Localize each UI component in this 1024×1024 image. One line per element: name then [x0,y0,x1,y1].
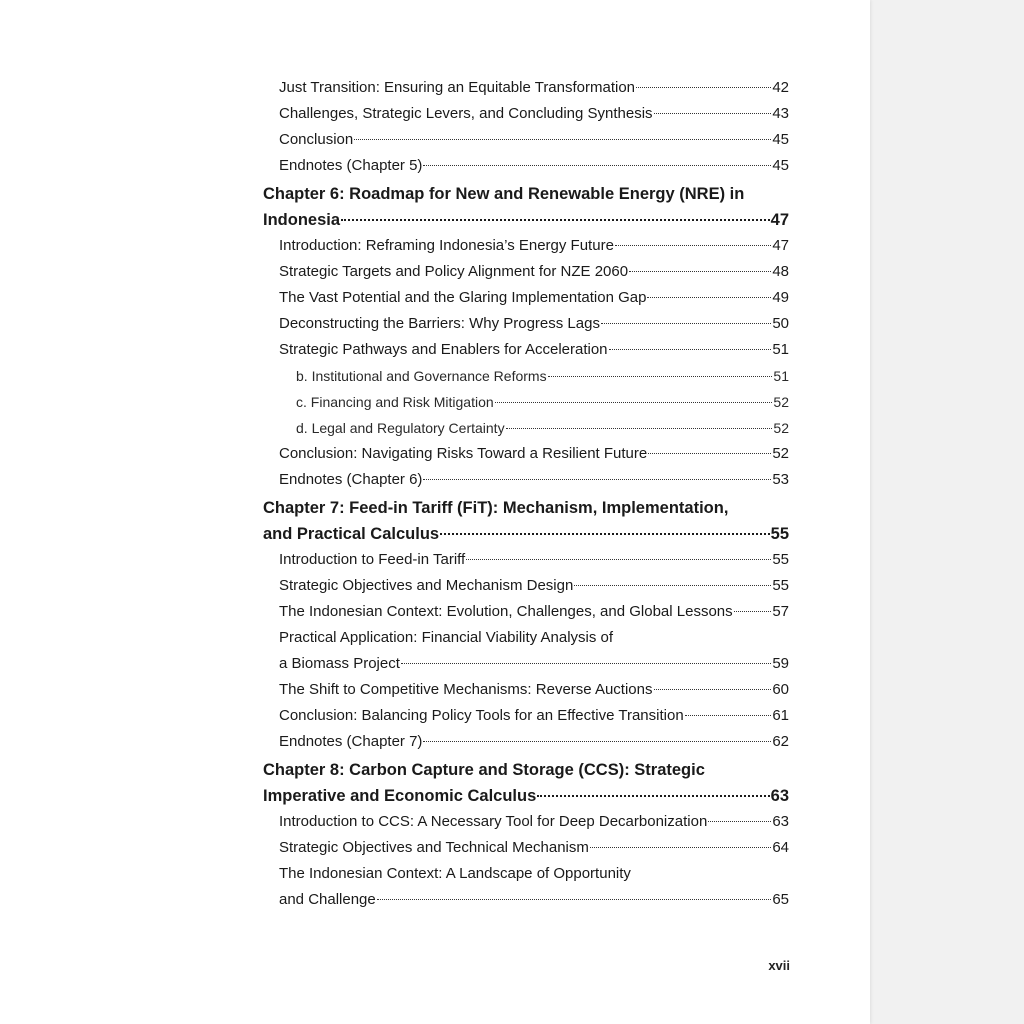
chapter-title-line: and Practical Calculus [263,525,440,543]
dot-leader [636,87,771,88]
toc-entry[interactable] [263,441,789,467]
toc-entry-title: Endnotes (Chapter 5) [279,157,423,174]
toc-entry[interactable] [263,703,789,729]
toc-page-number: 55 [772,577,789,594]
dot-leader [615,245,771,246]
toc-entry[interactable] [263,599,789,625]
toc-page-number: 52 [773,394,789,410]
toc-entry-title: Conclusion: Balancing Policy Tools for an Effective Transition [279,707,684,724]
toc-page-number: 62 [772,733,789,750]
toc-page-number: 52 [773,420,789,436]
toc-entry[interactable] [263,233,789,259]
chapter-title-line: Chapter 8: Carbon Capture and Storage (CCS): Strategic [263,761,705,779]
toc-entry-title: Introduction: Reframing Indonesia’s Energy Future [279,237,614,254]
toc-page-number: 63 [770,787,789,805]
toc-entry[interactable] [263,467,789,493]
toc-entry[interactable] [263,809,789,835]
chapter-7-heading[interactable] [263,495,789,547]
toc-entry[interactable] [263,101,789,127]
toc-entry-title: Strategic Objectives and Technical Mechanism [279,839,589,856]
toc-entry[interactable] [263,311,789,337]
toc-page-number: 45 [772,131,789,148]
dot-leader [629,271,771,272]
toc-page-number: 61 [772,707,789,724]
toc-entry[interactable] [263,285,789,311]
toc-entry-title: The Shift to Competitive Mechanisms: Reverse Auctions [279,681,653,698]
toc-entry[interactable] [263,75,789,101]
dot-leader [423,479,771,480]
toc-subentry[interactable] [263,415,789,441]
dot-leader [377,899,772,900]
dot-leader [601,323,771,324]
dot-leader [423,741,771,742]
toc-entry[interactable] [263,259,789,285]
toc-entry-title: Endnotes (Chapter 7) [279,733,423,750]
toc-entry-title: b. Institutional and Governance Reforms [296,368,547,384]
dot-leader [537,795,769,797]
toc-page-number: 57 [772,603,789,620]
dot-leader [647,297,771,298]
toc-entry-title: Conclusion [279,131,354,148]
toc-entry[interactable] [263,677,789,703]
toc-page-number: 53 [772,471,789,488]
chapter-title-line: Imperative and Economic Calculus [263,787,537,805]
toc-entry-title: Conclusion: Navigating Risks Toward a Resilient Future [279,445,648,462]
toc-entry-title: Strategic Pathways and Enablers for Acceleration [279,341,608,358]
dot-leader [354,139,771,140]
toc-entry-title: Just Transition: Ensuring an Equitable Transformation [279,79,636,96]
chapter-title-line: Chapter 6: Roadmap for New and Renewable Energy (NRE) in [263,185,745,203]
chapter-8-heading[interactable] [263,757,789,809]
dot-leader [734,611,772,612]
toc-page-number: 51 [772,341,789,358]
toc-entry-wrapped-line[interactable]: The Indonesian Context: A Landscape of Opportunity [279,865,631,882]
toc-entry[interactable] [263,835,789,861]
toc-entry[interactable] [263,337,789,363]
dot-leader [440,533,770,535]
toc-entry-title: Strategic Objectives and Mechanism Design [279,577,574,594]
toc-entry-title: d. Legal and Regulatory Certainty [296,420,505,436]
toc-entry-title: c. Financing and Risk Mitigation [296,394,494,410]
toc-page-number: 65 [772,891,789,908]
toc-entry-title: and Challenge [279,891,376,908]
toc-page-number: 47 [770,211,789,229]
toc-entry-title: Introduction to Feed-in Tariff [279,551,466,568]
toc-entry-title: a Biomass Project [279,655,400,672]
dot-leader [506,428,773,429]
dot-leader [548,376,773,377]
toc-entry-title: Endnotes (Chapter 6) [279,471,423,488]
toc-entry-title: Deconstructing the Barriers: Why Progress Lags [279,315,600,332]
dot-leader [654,113,772,114]
dot-leader [574,585,771,586]
toc-entry[interactable] [263,887,789,913]
toc-page-number: 50 [772,315,789,332]
toc-subentry[interactable] [263,363,789,389]
chapter-title-line: Chapter 7: Feed-in Tariff (FiT): Mechanism, Implementation, [263,499,729,517]
toc-entry[interactable] [263,651,789,677]
toc-page-number: 63 [772,813,789,830]
toc-page-number: 51 [773,368,789,384]
page-number: xvii [768,958,790,973]
toc-subentry[interactable] [263,389,789,415]
dot-leader [609,349,772,350]
toc-entry-wrapped-line[interactable]: Practical Application: Financial Viability Analysis of [279,629,614,646]
toc-page-number: 64 [772,839,789,856]
toc-page-number: 60 [772,681,789,698]
toc-page-number: 45 [772,157,789,174]
toc-entry-title: Challenges, Strategic Levers, and Concluding Synthesis [279,105,653,122]
toc-page-number: 59 [772,655,789,672]
dot-leader [708,821,771,822]
toc-entry[interactable] [263,729,789,755]
toc-page-number: 55 [770,525,789,543]
dot-leader [685,715,772,716]
chapter-title-line: Indonesia [263,211,341,229]
dot-leader [423,165,771,166]
dot-leader [654,689,772,690]
toc-entry-title: Strategic Targets and Policy Alignment for NZE 2060 [279,263,629,280]
toc-page-number: 49 [772,289,789,306]
toc-entry-title: The Indonesian Context: Evolution, Challenges, and Global Lessons [279,603,733,620]
toc-entry-title: Introduction to CCS: A Necessary Tool for Deep Decarbonization [279,813,708,830]
toc-page-number: 52 [772,445,789,462]
dot-leader [466,559,771,560]
dot-leader [401,663,771,664]
toc-page-number: 42 [772,79,789,96]
toc-page-number: 48 [772,263,789,280]
toc-entry[interactable] [263,547,789,573]
dot-leader [495,402,773,403]
toc-page-number: 55 [772,551,789,568]
dot-leader [648,453,771,454]
toc-entry-title: The Vast Potential and the Glaring Implementation Gap [279,289,647,306]
dot-leader [590,847,771,848]
chapter-6-heading[interactable] [263,181,789,233]
toc-entry[interactable] [263,573,789,599]
table-of-contents [263,75,789,913]
toc-entry[interactable] [263,153,789,179]
toc-page-number: 43 [772,105,789,122]
toc-page-number: 47 [772,237,789,254]
toc-entry[interactable] [263,127,789,153]
dot-leader [341,219,770,221]
